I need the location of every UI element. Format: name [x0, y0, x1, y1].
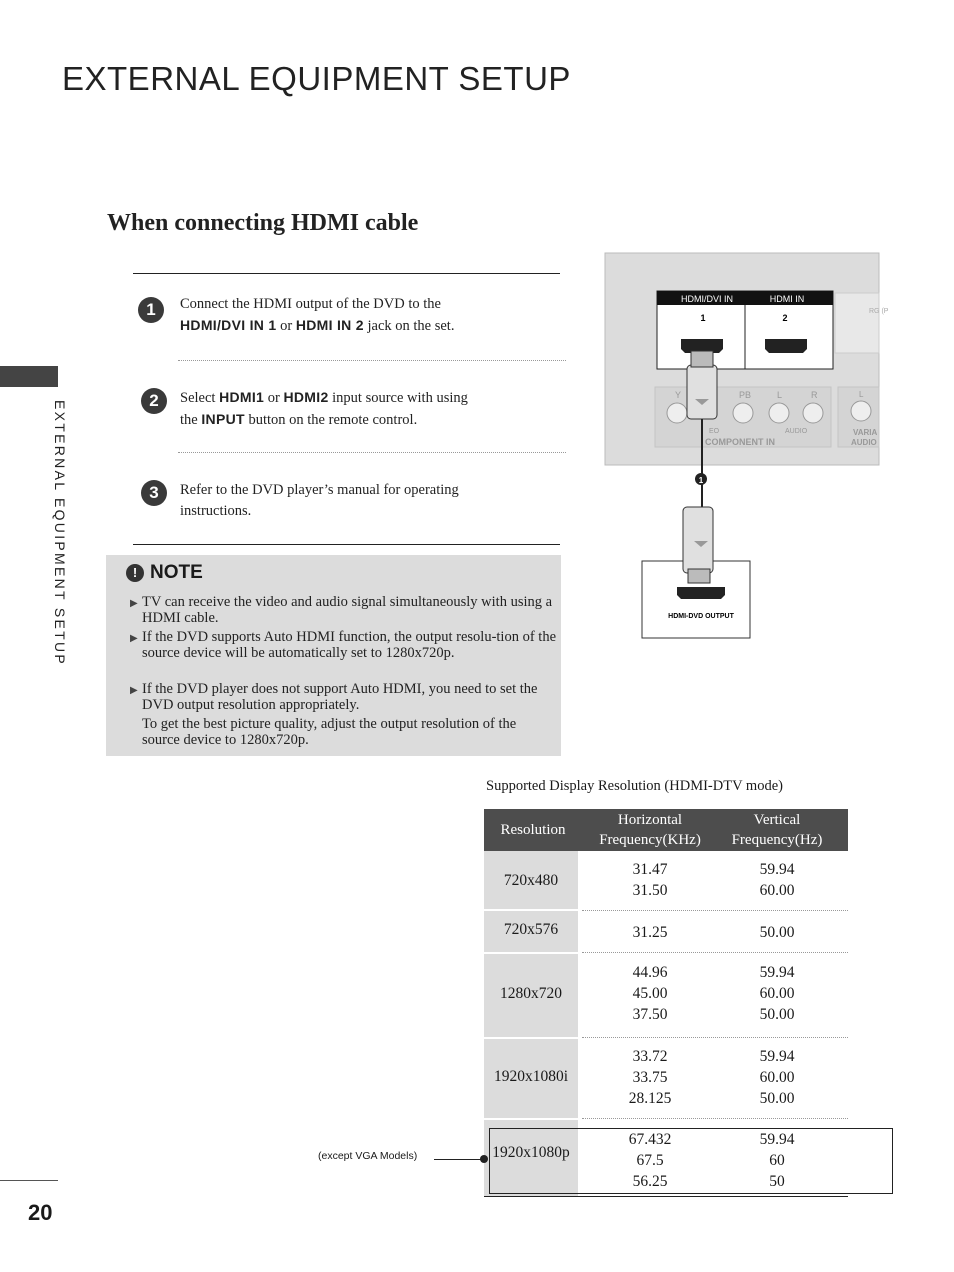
jack — [733, 403, 753, 423]
header-vertical: Vertical Frequency(Hz) — [731, 812, 823, 848]
note-extra: To get the best picture quality, adjust the output resolution of the source device to 1280x720p. — [142, 716, 517, 748]
cell-vertical: 59.94 60 50 — [759, 1131, 795, 1190]
cell-horizontal: 31.47 31.50 — [632, 861, 668, 899]
r-label: R — [811, 390, 818, 400]
step-2-number: 2 — [141, 388, 167, 414]
step-divider — [178, 452, 566, 453]
vga-leader-dot — [480, 1155, 488, 1163]
rgb-label: RG (P — [869, 308, 889, 315]
step-3-text: Refer to the DVD player’s manual for operating instructions. — [180, 482, 459, 519]
footer-rule — [0, 1180, 58, 1181]
video-label: EO — [709, 428, 720, 435]
table-bottom-rule — [484, 1196, 848, 1197]
table-row — [484, 851, 848, 911]
header-resolution: Resolution — [500, 822, 566, 838]
vga-highlight-box — [489, 1128, 893, 1194]
header-horizontal: Horizontal Frequency(KHz) — [599, 812, 701, 848]
note-item: ▶ If the DVD supports Auto HDMI function, the output resolu-tion of the source device will be automatically set to 1280x720p. — [130, 629, 557, 661]
dvd-hdmi-socket — [677, 587, 725, 599]
hdmi-port-2-label: HDMI IN — [769, 294, 805, 304]
table-caption: Supported Display Resolution (HDMI-DTV mode) — [486, 778, 783, 794]
cell-resolution: 1920x1080i — [493, 1068, 569, 1085]
table-row — [484, 954, 848, 1038]
y-label: Y — [675, 390, 682, 400]
cell-horizontal: 44.96 45.00 37.50 — [632, 964, 668, 1023]
section-title: When connecting HDMI cable — [107, 210, 419, 236]
cell-resolution: 720x576 — [503, 921, 559, 938]
cable-marker-number: 1 — [698, 476, 704, 485]
steps-top-rule — [133, 273, 560, 274]
audio-label: AUDIO — [785, 428, 808, 435]
vga-leader-line — [434, 1159, 484, 1160]
hdmi-plug-top — [687, 365, 717, 419]
cell-vertical: 50.00 — [759, 924, 795, 941]
cell-horizontal: 67.432 67.5 56.25 — [628, 1131, 672, 1190]
rgb-port — [835, 293, 879, 353]
triangle-right-icon: ▶ — [130, 633, 138, 644]
warning-icon: ! — [126, 564, 144, 582]
step-2-keyword-2: HDMI2 — [283, 389, 329, 405]
steps-bottom-rule — [133, 544, 560, 545]
audio2-label: AUDIO — [851, 438, 877, 447]
step-1-text: Connect the HDMI output of the DVD to the HDMI/DVI IN 1 or HDMI IN 2 jack on the set. — [180, 296, 455, 334]
hdmi-plug-bottom — [683, 507, 713, 573]
note-item: ▶ TV can receive the video and audio signal simultaneously with using a HDMI cable. — [130, 594, 553, 626]
step-3-number: 3 — [141, 480, 167, 506]
component-label: COMPONENT IN — [705, 437, 776, 447]
dvd-output-label: HDMI-DVD OUTPUT — [668, 613, 734, 620]
jack — [851, 401, 871, 421]
cell-horizontal: 31.25 — [632, 924, 668, 941]
cell-resolution: 1280x720 — [500, 985, 562, 1002]
step-2-text: Select HDMI1 or HDMI2 input source with using the INPUT button on the remote control. — [180, 389, 468, 428]
triangle-right-icon: ▶ — [130, 685, 138, 696]
hdmi-port-2-number: 2 — [782, 313, 788, 323]
note-box — [106, 555, 561, 756]
step-1-keyword-1: HDMI/DVI IN 1 — [180, 317, 277, 333]
l-label: L — [777, 390, 783, 400]
page-title: EXTERNAL EQUIPMENT SETUP — [62, 60, 571, 97]
side-label: EXTERNAL EQUIPMENT SETUP — [52, 400, 68, 667]
cell-vertical: 59.94 60.00 — [759, 861, 795, 899]
jack — [667, 403, 687, 423]
cell-resolution: 1920x1080p — [492, 1144, 570, 1161]
hdmi-port-1-number: 1 — [700, 313, 706, 323]
connection-diagram — [605, 253, 889, 653]
variable-label: VARIA — [853, 428, 878, 437]
cell-vertical: 59.94 60.00 50.00 — [759, 964, 795, 1023]
step-2-keyword-3: INPUT — [201, 411, 245, 427]
step-2-keyword-1: HDMI1 — [219, 389, 265, 405]
step-divider — [178, 360, 566, 361]
step-1-keyword-2: HDMI IN 2 — [295, 317, 364, 333]
cell-vertical: 59.94 60.00 50.00 — [759, 1048, 795, 1107]
table-header — [484, 809, 848, 851]
cell-resolution: 720x480 — [503, 872, 559, 889]
table-row — [484, 1039, 848, 1119]
hdmi-port-2-socket — [765, 339, 807, 353]
triangle-right-icon: ▶ — [130, 598, 138, 609]
hdmi-port-1-label: HDMI/DVI IN — [680, 294, 734, 304]
table-row — [484, 911, 848, 953]
jack — [803, 403, 823, 423]
note-title: NOTE — [150, 562, 203, 583]
cell-horizontal: 33.72 33.75 28.125 — [628, 1048, 672, 1107]
pb-label: PB — [739, 390, 752, 400]
vga-note: (except VGA Models) — [318, 1150, 418, 1162]
note-item: ▶ If the DVD player does not support Auto HDMI, you need to set the DVD output resolution appropriately. — [130, 681, 538, 713]
page-number: 20 — [28, 1200, 53, 1225]
step-1-number: 1 — [138, 297, 164, 323]
l2-label: L — [859, 390, 864, 399]
side-tab — [0, 366, 58, 387]
jack — [769, 403, 789, 423]
